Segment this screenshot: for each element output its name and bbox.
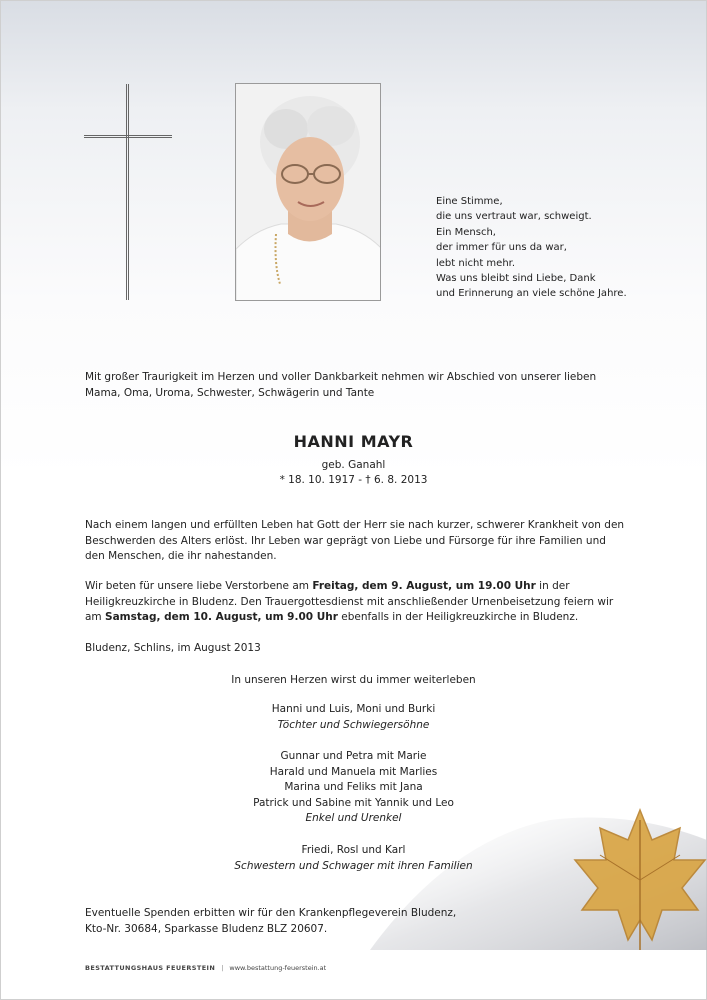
poem [436, 194, 627, 302]
poem-line: lebt nicht mehr. [436, 257, 516, 269]
service-text: Wir beten für unsere liebe Verstorbene am [85, 580, 313, 592]
donation-line: Eventuelle Spenden erbitten wir für den Krankenpflegeverein Bludenz, [85, 907, 457, 919]
donation-note [85, 906, 625, 937]
footer [85, 964, 326, 972]
poem-line: Was uns bleibt sind Liebe, Dank [436, 273, 596, 285]
life-paragraph: Nach einem langen und erfüllten Leben hat Gott der Herr sie nach kurzer, schwerer Krankheit von den Beschwerden des Alters erlöst. Ihr Leben war geprägt von Liebe und Fürsorge für ihre Familien und den Menschen, die ihr nahestanden. [85, 519, 625, 563]
mourner-names: Hanni und Luis, Moni und Burki [271, 703, 436, 715]
poem-line: der immer für uns da war, [436, 242, 567, 254]
poem-line: Ein Mensch, [436, 226, 496, 238]
mourner-relation: Schwestern und Schwager mit ihren Familien [234, 859, 473, 872]
footer-separator: | [221, 964, 224, 972]
mourner-names: Harald und Manuela mit Marlies [269, 765, 438, 778]
maiden-name: geb. Ganahl [321, 459, 386, 471]
poem-line: und Erinnerung an viele schöne Jahre. [436, 288, 627, 300]
service-text: ebenfalls in der Heiligkreuzkirche in Bludenz. [337, 611, 579, 624]
poem-line: Eine Stimme, [436, 196, 503, 207]
service-paragraph [85, 579, 625, 626]
mourner-relation: Töchter und Schwiegersöhne [277, 718, 430, 731]
mourner-group [0, 749, 707, 827]
mourner-names: Gunnar und Petra mit Marie [280, 750, 427, 762]
intro-text: Mit großer Traurigkeit im Herzen und voller Dankbarkeit nehmen wir Abschied von unserer lieben Mama, Oma, Uroma, Schwester, Schwägerin und Tante [85, 371, 597, 399]
poem-line: die uns vertraut war, schweigt. [436, 211, 592, 223]
donation-line: Kto-Nr. 30684, Sparkasse Bludenz BLZ 20607. [85, 922, 328, 935]
mourner-names: Patrick und Sabine mit Yannik und Leo [253, 796, 454, 809]
mourner-group [0, 702, 707, 733]
portrait-photo [235, 83, 381, 301]
funeral-home-name: BESTATTUNGSHAUS FEUERSTEIN [85, 964, 216, 972]
mourner-group [0, 843, 707, 874]
motto: In unseren Herzen wirst du immer weiterleben [231, 674, 476, 686]
funeral-home-website[interactable]: www.bestattung-feuerstein.at [229, 964, 327, 972]
service-date-saturday: Samstag, dem 10. August, um 9.00 Uhr [105, 611, 338, 624]
mourner-names: Friedi, Rosl und Karl [301, 844, 406, 856]
service-text: in der Heiligkreuzkirche in Bludenz. Den Trauergottesdienst mit anschließender Urnenbeisetzung feiern wir am [85, 580, 614, 624]
mourner-names: Marina und Feliks mit Jana [284, 781, 423, 794]
deceased-name: HANNI MAYR [293, 432, 414, 451]
service-date-friday: Freitag, dem 9. August, um 19.00 Uhr [312, 580, 536, 592]
mourner-relation: Enkel und Urenkel [305, 812, 402, 825]
life-dates: * 18. 10. 1917 - † 6. 8. 2013 [279, 474, 428, 486]
place-date: Bludenz, Schlins, im August 2013 [85, 642, 261, 654]
